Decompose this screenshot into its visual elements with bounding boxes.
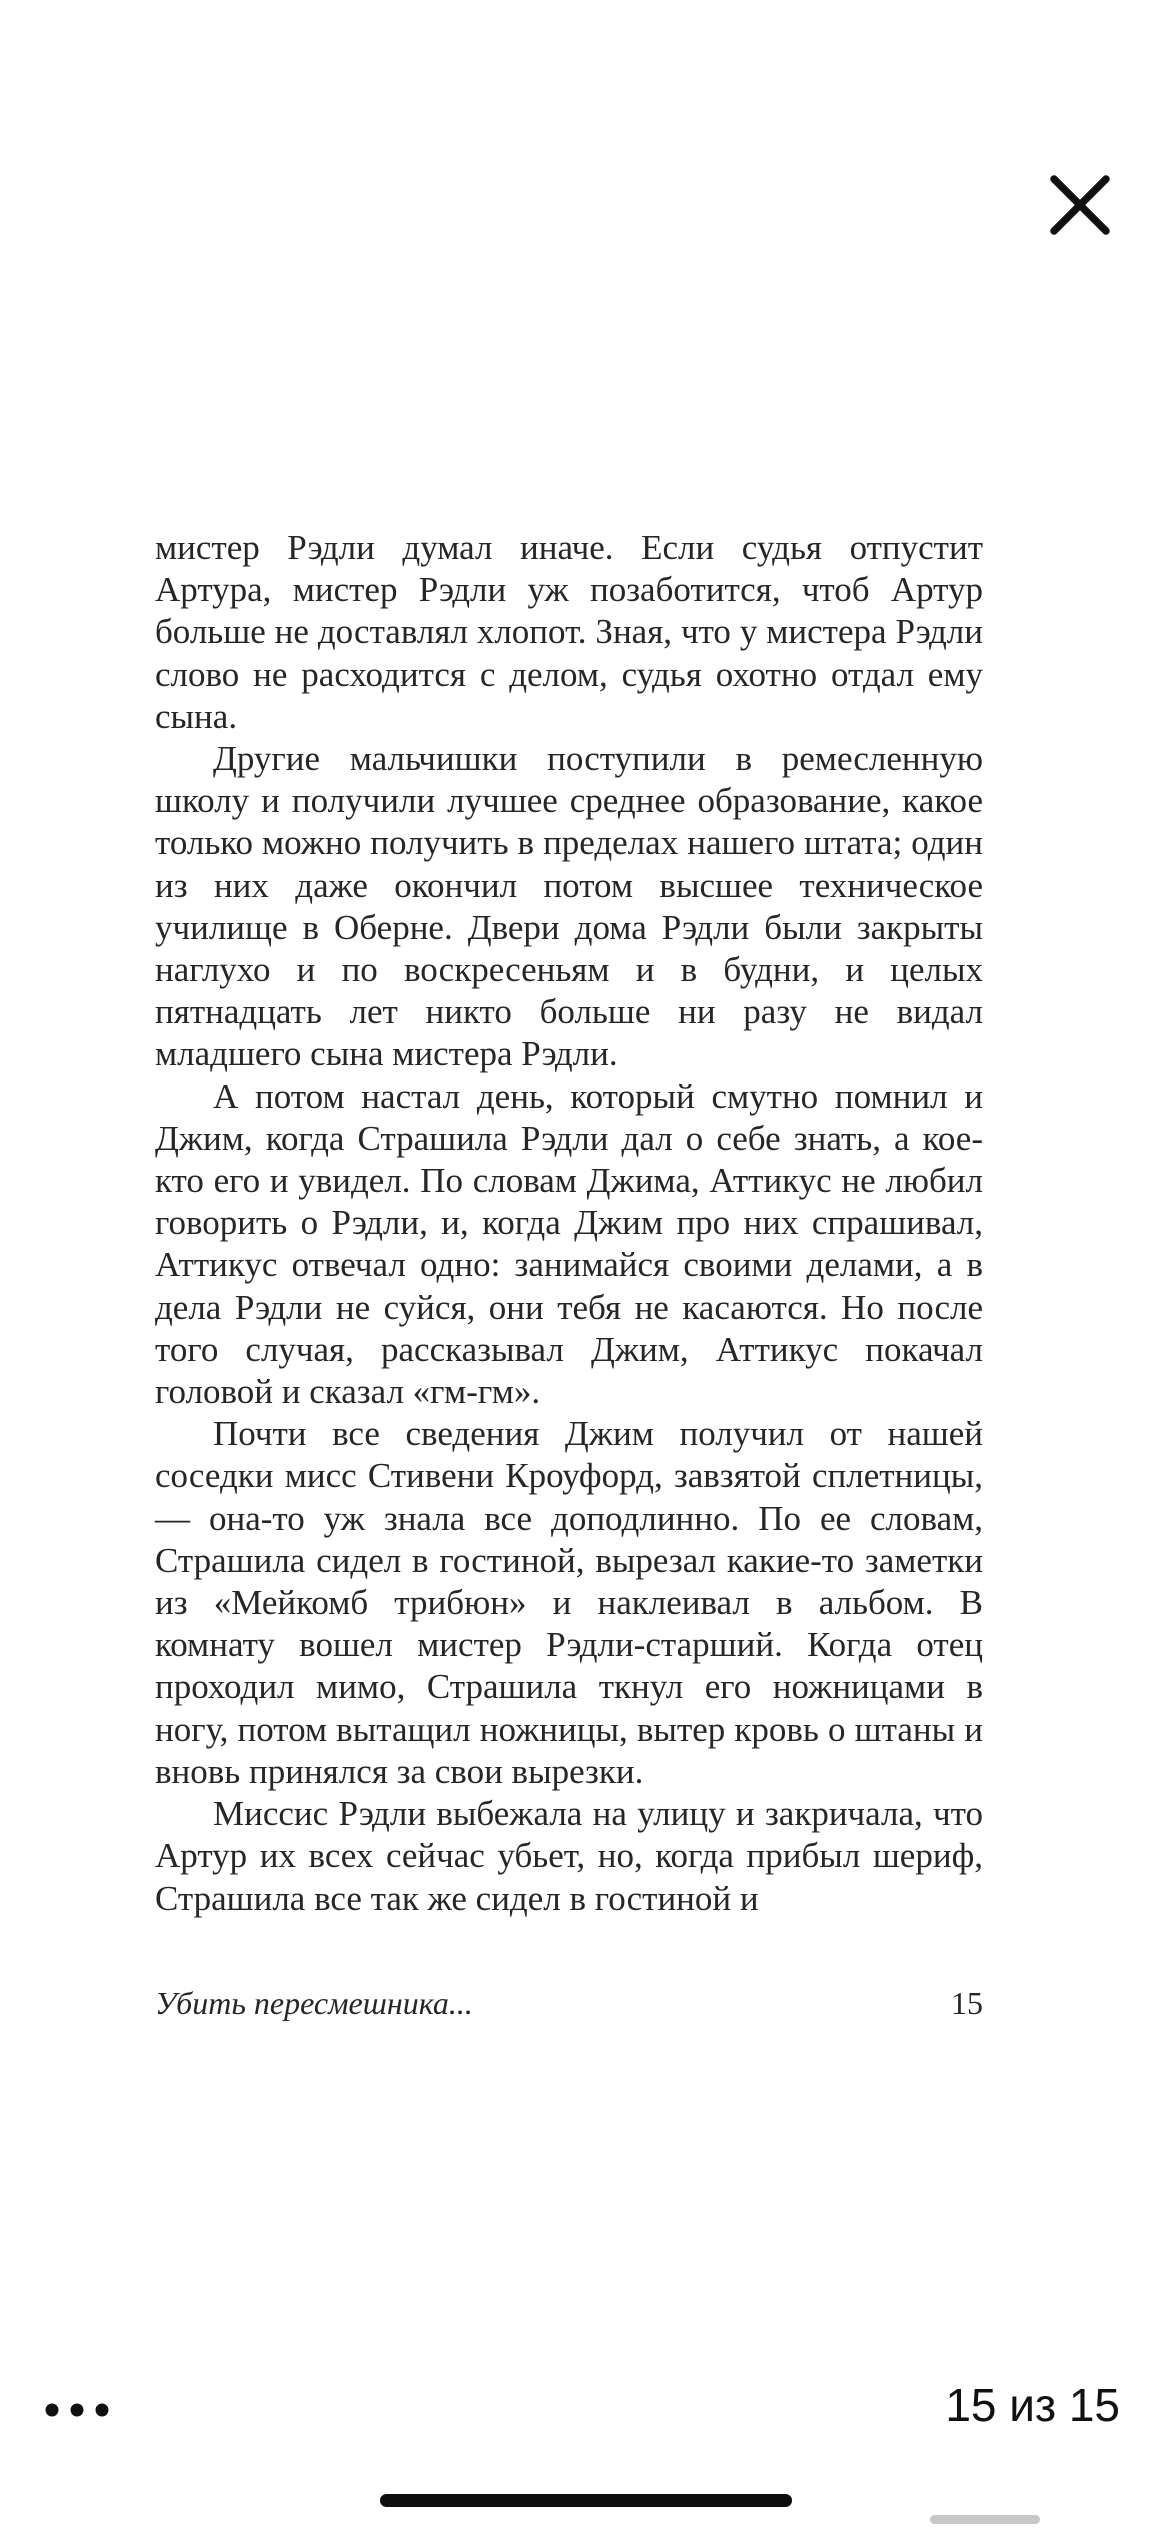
paragraph: Почти все сведения Джим получил от нашей соседки мисс Стивени Кроуфорд, завзятой сплетницы, — она-то уж знала все доподлинно. По ее словам, Страшила сидел в гостиной, вырезал какие-то заметки из «Мейкомб трибюн» и наклеивал в альбом. В комнату вошел мистер Рэдли-старший. Когда отец проходил мимо, Страшила ткнул его ножницами в ногу, потом вытащил ножницы, вытер кровь о штаны и вновь принялся за свои вырезки. [155,1414,983,1791]
close-button[interactable] [1040,165,1120,245]
more-dots-icon [42,2390,112,2430]
paragraph: Другие мальчишки поступили в ремесленную школу и получили лучшее среднее образование, какое только можно получить в пределах нашего штата; один из них даже окончил потом высшее техническое училище в Оберне. Двери дома Рэдли были закрыты наглухо и по воскресеньям и в будни, и целых пятнадцать лет никто больше ни разу не видал младшего сына мистера Рэдли. [155,739,983,1074]
page-number: 15 [951,1985,983,2021]
home-indicator[interactable] [380,2494,792,2507]
close-icon [1040,165,1120,245]
book-page [155,527,983,1920]
bottom-toolbar [0,2370,1170,2450]
page-footer [155,1985,983,2031]
paragraph: Миссис Рэдли выбежала на улицу и закричала, что Артур их всех сейчас убьет, но, когда прибыл шериф, Страшила все так же сидел в гостиной и [155,1794,983,1918]
paragraph: мистер Рэдли думал иначе. Если судья отпустит Артура, мистер Рэдли уж позаботится, чтоб Артур больше не доставлял хлопот. Зная, что у мистера Рэдли слово не расходится с делом, судья охотно отдал ему сына. [155,528,983,736]
running-title: Убить пересмешника... [155,1985,473,2021]
page-indicator: 15 из 15 [945,2379,1120,2431]
scroll-handle[interactable] [930,2515,1040,2524]
paragraph: А потом настал день, который смутно помнил и Джим, когда Страшила Рэдли дал о себе знать, а кое-кто его и увидел. По словам Джима, Аттикус не любил говорить о Рэдли, и, когда Джим про них спрашивал, Аттикус отвечал одно: занимайся своими делами, а в дела Рэдли не суйся, они тебя не касаются. Но после того случая, рассказывал Джим, Аттикус покачал головой и сказал «гм-гм». [155,1076,983,1412]
more-button[interactable] [42,2390,112,2430]
